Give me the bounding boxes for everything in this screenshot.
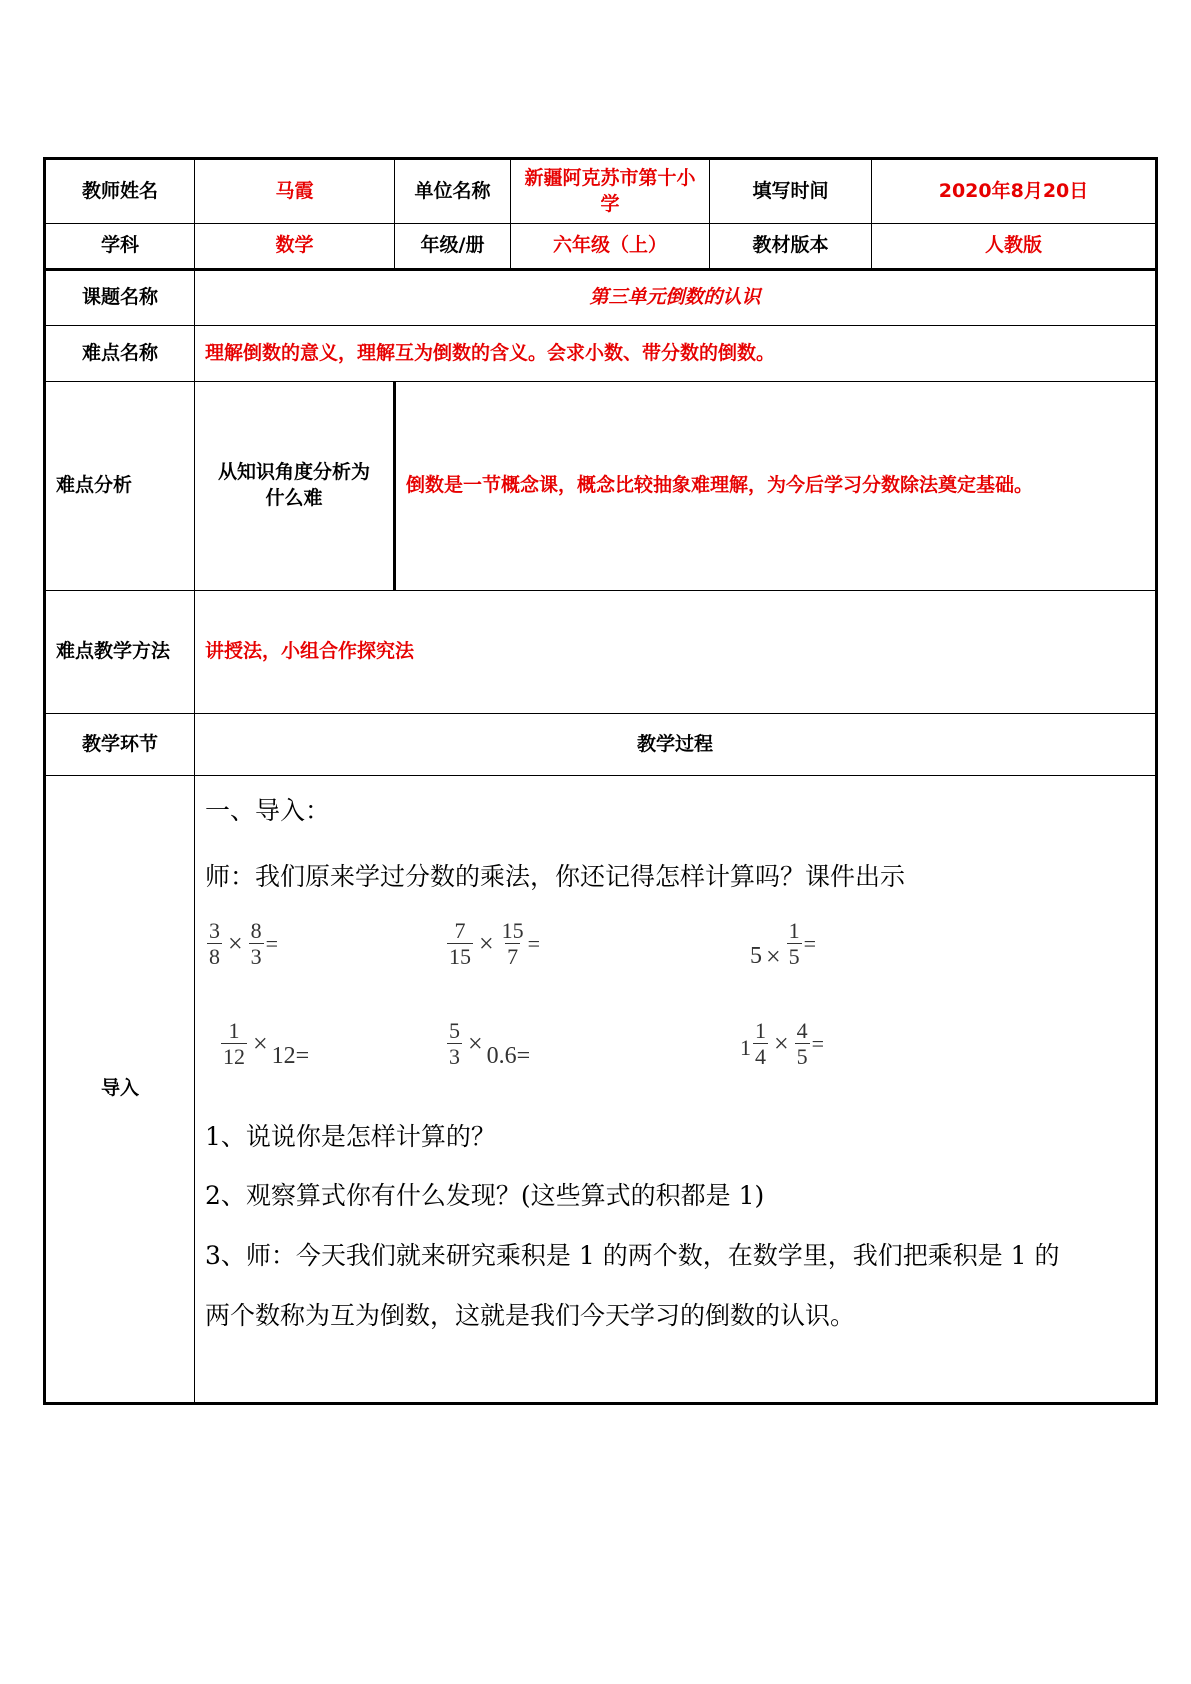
- method-value: 讲授法，小组合作探究法: [195, 591, 1157, 714]
- equation-6: 1 $\frac{1}{4}$ × $\frac{4}{5}$ =: [740, 1017, 825, 1069]
- subject-label: 学科: [45, 224, 195, 270]
- unit-value: 新疆阿克苏市第十小学: [511, 159, 710, 224]
- process-label: 教学环节: [45, 714, 195, 776]
- teacher-label: 教师姓名: [45, 159, 195, 224]
- unit-label: 单位名称: [395, 159, 511, 224]
- edition-value: 人教版: [872, 224, 1157, 270]
- equation-1: $\frac{3}{8}$ × $\frac{8}{3}$ =: [209, 917, 279, 969]
- lesson-plan-table: [43, 157, 1158, 1405]
- process-header: 教学过程: [195, 714, 1157, 776]
- date-value: 2020年8月20日: [872, 159, 1157, 224]
- equation-2: $\frac{7}{15}$ × $\frac{15}{7}$ =: [449, 917, 541, 969]
- analysis-value: 倒数是一节概念课，概念比较抽象难理解，为今后学习分数除法奠定基础。: [395, 382, 1157, 591]
- question-3-line-1: 3、师：今天我们就来研究乘积是 1 的两个数，在数学里，我们把乘积是 1 的: [205, 1241, 1060, 1270]
- difficulty-value: 理解倒数的意义，理解互为倒数的含义。会求小数、带分数的倒数。: [195, 326, 1157, 382]
- topic-label: 课题名称: [45, 270, 195, 326]
- difficulty-label: 难点名称: [45, 326, 195, 382]
- grade-label: 年级/册: [395, 224, 511, 270]
- equation-row-1: [205, 902, 1145, 1002]
- subject-value: 数学: [195, 224, 395, 270]
- equation-row-2: [205, 1002, 1145, 1102]
- question-3-line-2: 两个数称为互为倒数，这就是我们今天学习的倒数的认识。: [205, 1300, 856, 1330]
- equation-3: 5 × $\frac{1}{5}$ =: [750, 917, 817, 971]
- analysis-sub-label: 从知识角度分析为什么难: [195, 382, 395, 591]
- grade-value: 六年级（上）: [511, 224, 710, 270]
- edition-label: 教材版本: [710, 224, 872, 270]
- equation-4: $\frac{1}{12}$ × 12=: [223, 1017, 310, 1070]
- question-2: 2、观察算式你有什么发现？(这些算式的积都是 1): [205, 1181, 765, 1211]
- lesson-heading: 一、导入：: [205, 796, 331, 825]
- teacher-value: 马霞: [195, 159, 395, 224]
- stage-label: 导入: [45, 776, 195, 1404]
- date-label: 填写时间: [710, 159, 872, 224]
- analysis-label: 难点分析: [45, 382, 195, 591]
- lesson-content: [195, 776, 1157, 1404]
- question-1: 1、说说你是怎样计算的？: [205, 1121, 496, 1151]
- lesson-intro: 师：我们原来学过分数的乘法，你还记得怎样计算吗？课件出示: [205, 861, 906, 891]
- topic-value: 第三单元倒数的认识: [195, 270, 1157, 326]
- equation-5: $\frac{5}{3}$ × 0.6=: [449, 1017, 531, 1070]
- method-label: 难点教学方法: [45, 591, 195, 714]
